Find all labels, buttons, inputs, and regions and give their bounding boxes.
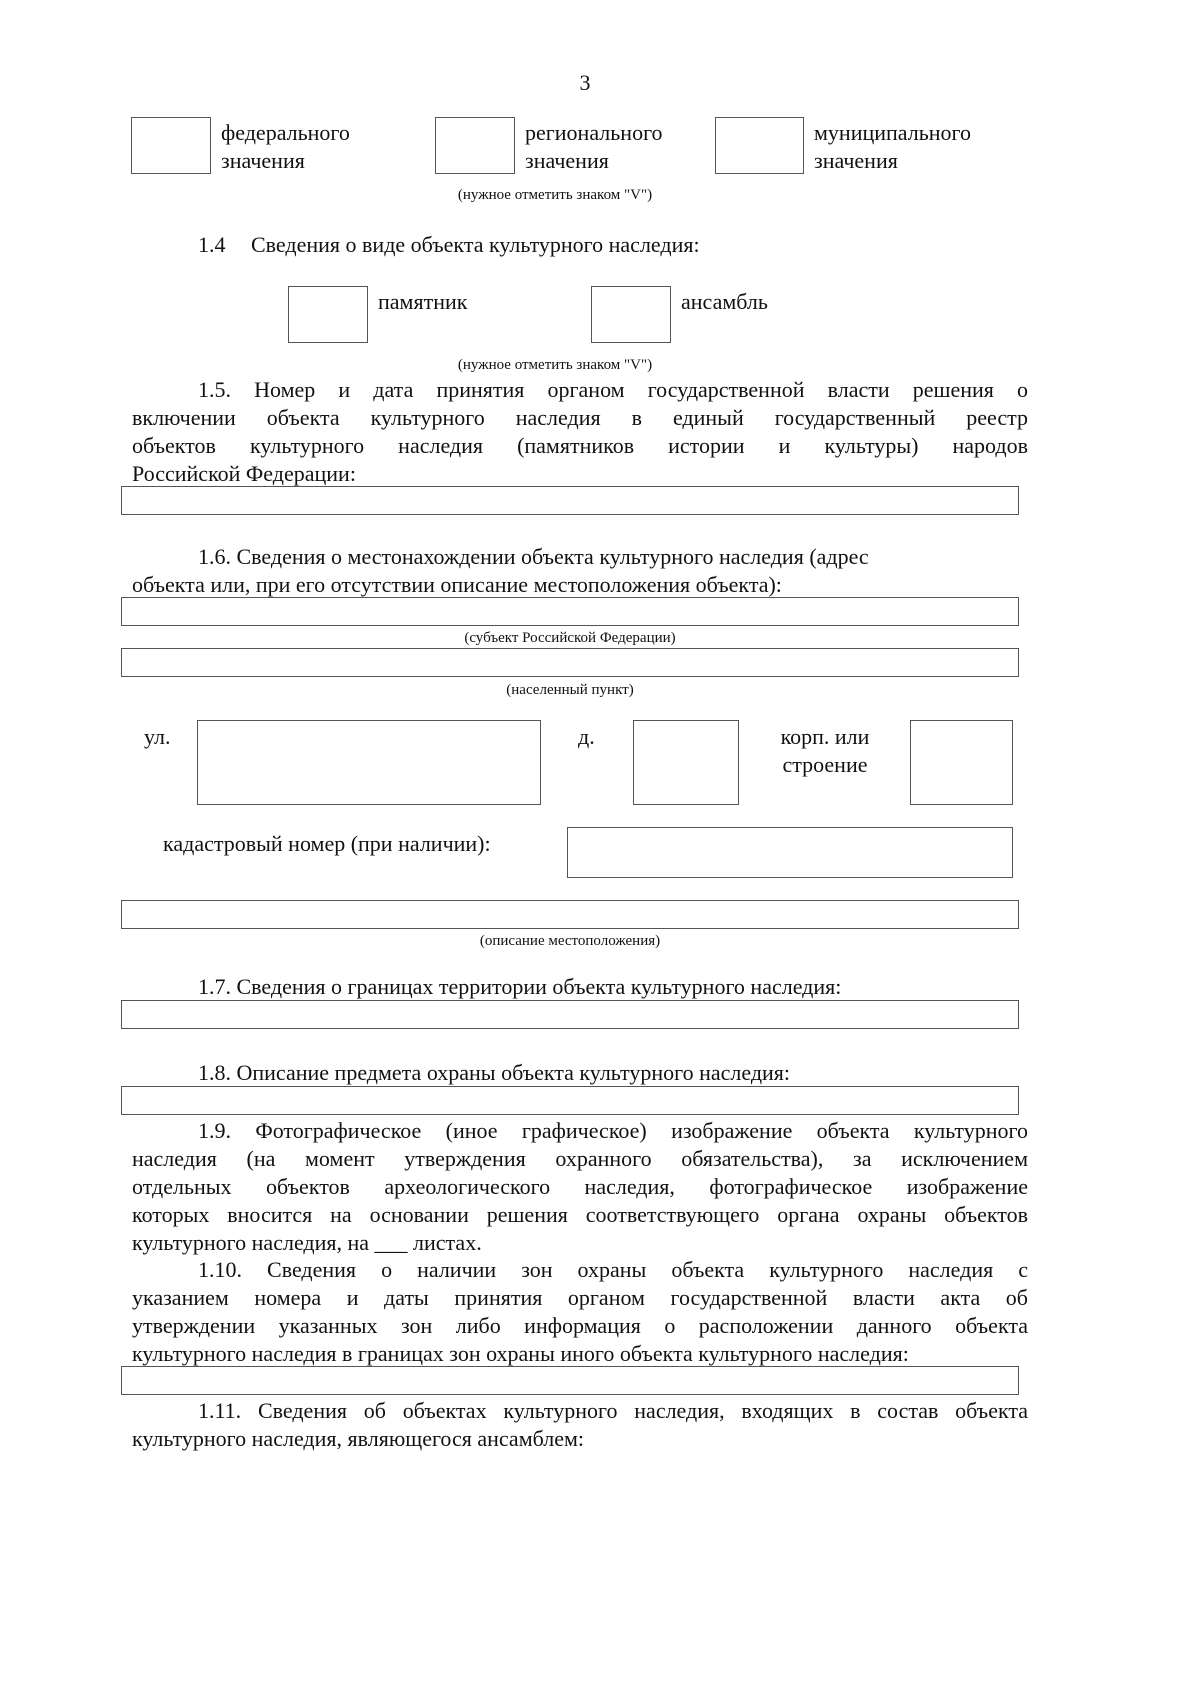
checkbox-municipal[interactable] (715, 117, 804, 174)
label-cadastral: кадастровый номер (при наличии): (163, 831, 491, 856)
hint-significance: (нужное отметить знаком "V") (457, 187, 653, 203)
checkbox-ensemble[interactable] (591, 286, 671, 343)
label-building-2: строение (782, 752, 868, 777)
section-1-9-line-5: культурного наследия, на ___ листах. (132, 1230, 482, 1255)
section-1-6-line-1: 1.6. Сведения о местонахождении объекта культурного наследия (адрес (198, 544, 869, 569)
caption-location: (описание местоположения) (479, 933, 661, 949)
label-house: д. (578, 724, 595, 749)
territory-boundaries-field[interactable] (121, 1000, 1019, 1029)
label-municipal-1: муниципального (814, 120, 972, 145)
label-street: ул. (144, 724, 171, 749)
protection-zones-field[interactable] (121, 1366, 1019, 1395)
subject-field[interactable] (121, 597, 1019, 626)
section-1-10-line-1: 1.10. Сведения о наличии зон охраны объекта культурного наследия с (198, 1257, 1028, 1282)
locality-field[interactable] (121, 648, 1019, 677)
registry-decision-field[interactable] (121, 486, 1019, 515)
section-1-5-line-3: объектов культурного наследия (памятников истории и культуры) народов (132, 433, 1028, 458)
cadastral-field[interactable] (567, 827, 1013, 878)
section-1-11-line-2: культурного наследия, являющегося ансамблем: (132, 1426, 585, 1451)
checkbox-regional[interactable] (435, 117, 515, 174)
section-1-9-line-3: отдельных объектов археологического наследия, фотографическое изображение (132, 1174, 1028, 1199)
section-1-9-line-1: 1.9. Фотографическое (иное графическое) изображение объекта культурного (198, 1118, 1028, 1143)
building-field[interactable] (910, 720, 1013, 805)
hint-type: (нужное отметить знаком "V") (457, 357, 653, 373)
protection-subject-field[interactable] (121, 1086, 1019, 1115)
section-1-5-line-2: включении объекта культурного наследия в единый государственный реестр (132, 405, 1028, 430)
checkbox-monument[interactable] (288, 286, 368, 343)
label-building-1: корп. или (780, 724, 870, 749)
label-ensemble: ансамбль (681, 289, 768, 314)
section-1-4-number: 1.4 (198, 232, 226, 257)
location-description-field[interactable] (121, 900, 1019, 929)
section-1-11-line-1: 1.11. Сведения об объектах культурного наследия, входящих в состав объекта (198, 1398, 1028, 1423)
section-1-10-line-3: утверждении указанных зон либо информация о расположении данного объекта (132, 1313, 1028, 1338)
section-1-7-title: 1.7. Сведения о границах территории объекта культурного наследия: (198, 974, 842, 999)
section-1-10-line-4: культурного наследия в границах зон охраны иного объекта культурного наследия: (132, 1341, 909, 1366)
label-municipal-2: значения (814, 148, 898, 173)
section-1-8-title: 1.8. Описание предмета охраны объекта культурного наследия: (198, 1060, 791, 1085)
label-regional-1: регионального (525, 120, 663, 145)
label-federal-1: федерального (221, 120, 350, 145)
section-1-5-line-4: Российской Федерации: (132, 461, 356, 486)
label-federal-2: значения (221, 148, 305, 173)
section-1-9-line-4: которых вносится на основании решения соответствующего органа охраны объектов (132, 1202, 1028, 1227)
house-field[interactable] (633, 720, 739, 805)
section-1-5-line-1: 1.5. Номер и дата принятия органом государственной власти решения о (198, 377, 1028, 402)
section-1-10-line-2: указанием номера и даты принятия органом государственной власти акта об (132, 1285, 1028, 1310)
section-1-4-title: Сведения о виде объекта культурного наследия: (251, 232, 700, 257)
page-number: 3 (579, 70, 591, 95)
label-monument: памятник (378, 289, 468, 314)
section-1-6-line-2: объекта или, при его отсутствии описание местоположения объекта): (132, 572, 782, 597)
checkbox-federal[interactable] (131, 117, 211, 174)
caption-subject: (субъект Российской Федерации) (464, 630, 676, 646)
street-field[interactable] (197, 720, 541, 805)
label-regional-2: значения (525, 148, 609, 173)
caption-locality: (населенный пункт) (506, 682, 634, 698)
section-1-9-line-2: наследия (на момент утверждения охранного обязательства), за исключением (132, 1146, 1028, 1171)
